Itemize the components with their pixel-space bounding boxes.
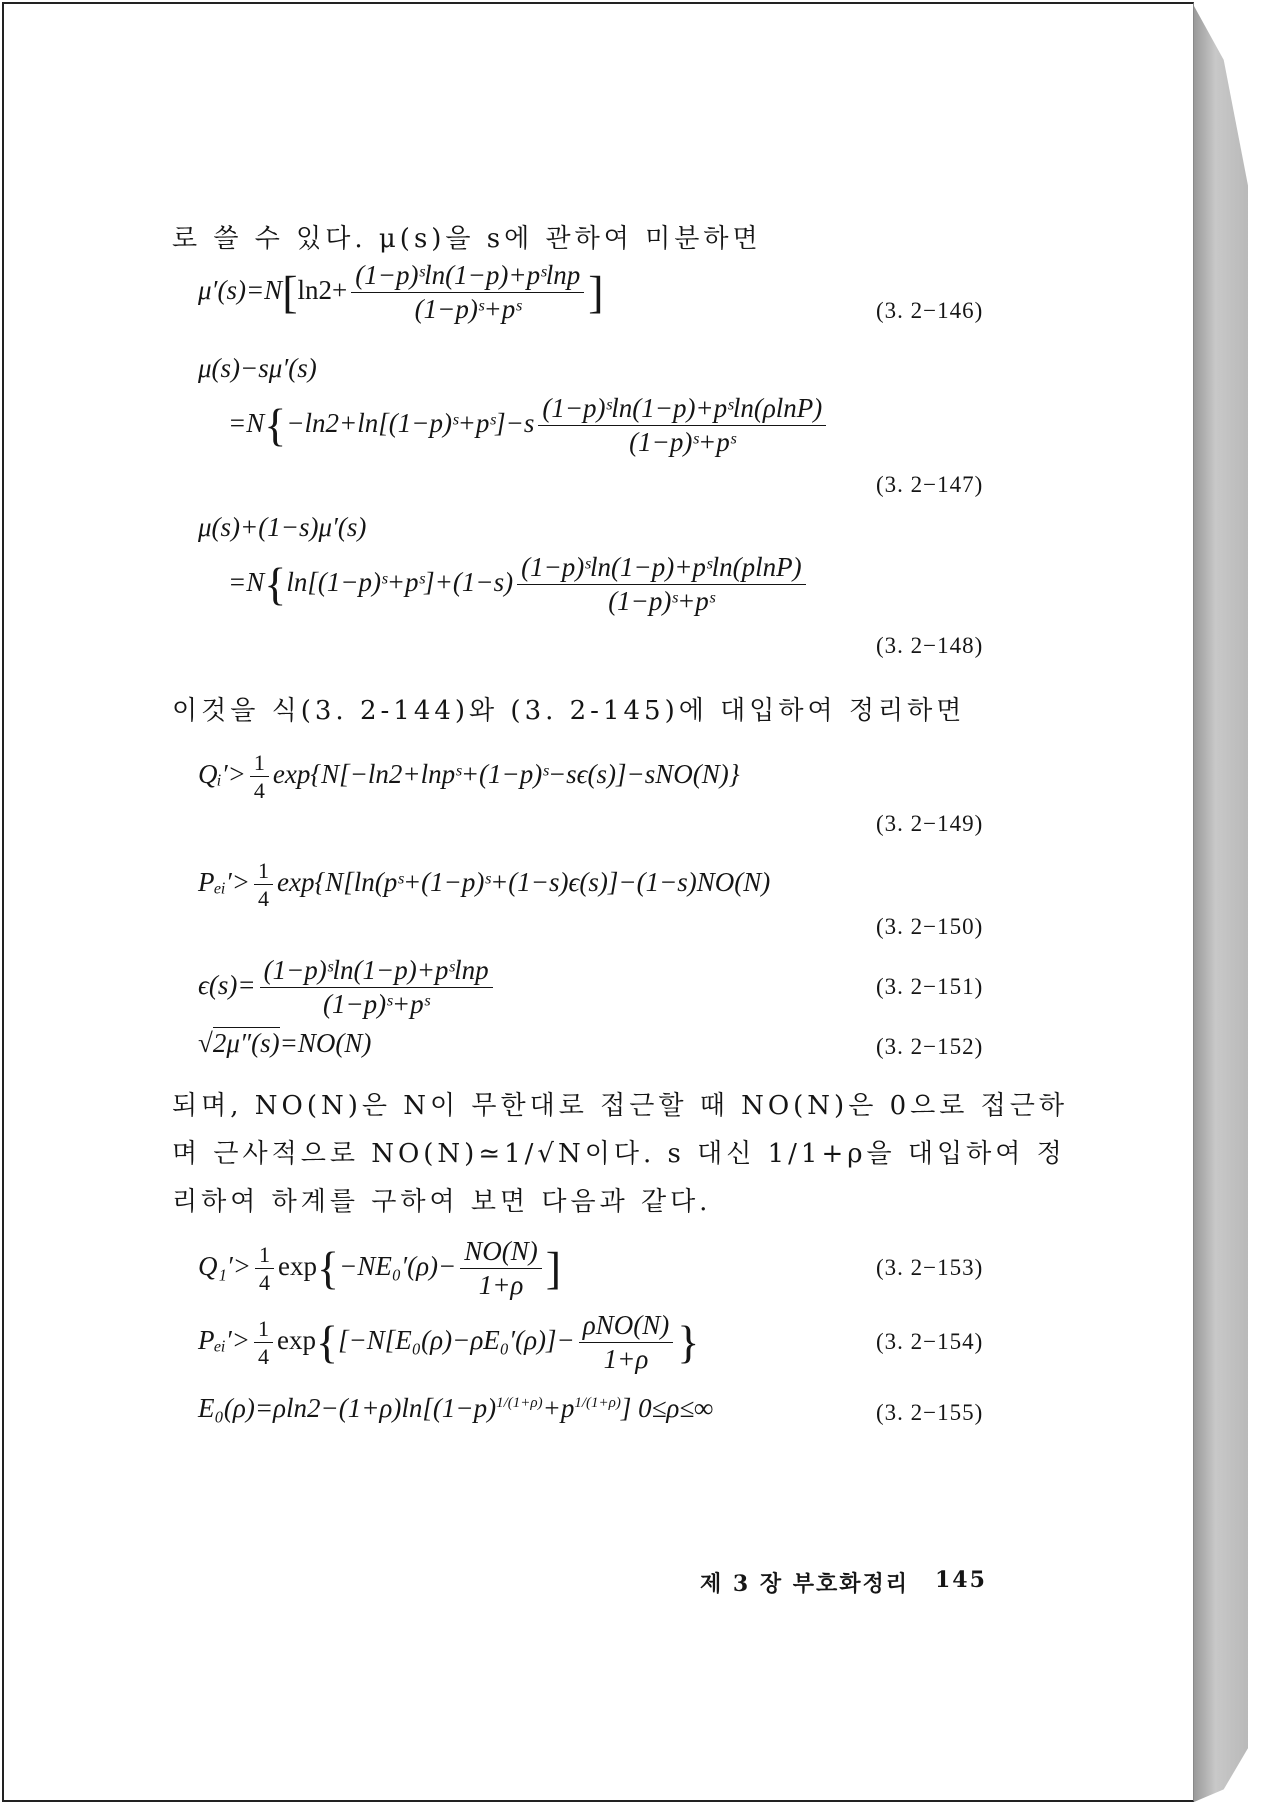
eq149-one: 1 — [250, 750, 269, 777]
eq146-denominator: (1−p)ˢ+pˢ — [414, 294, 521, 325]
eq146-a: ln2+ — [297, 274, 348, 305]
eq153-four: 4 — [259, 1270, 271, 1296]
eq146-numerator: (1−p)ˢln(1−p)+pˢlnp — [351, 260, 584, 293]
eq150-four: 4 — [257, 886, 269, 912]
eq148-pre: =N — [228, 566, 265, 597]
bracket-open: [ — [282, 266, 298, 318]
eq153-numerator: NO(N) — [460, 1236, 542, 1269]
eq151-denominator: (1−p)ˢ+pˢ — [322, 989, 430, 1020]
eq149-lhs: Qᵢ′> — [198, 759, 246, 789]
eq155-a: E₀(ρ)=ρln2−(1+ρ)ln[(1−p) — [198, 1393, 497, 1423]
equation-152 — [198, 1028, 371, 1059]
bracket-close: ] — [588, 266, 604, 318]
page-edge-shadow — [1194, 6, 1248, 1802]
eq147-a: −ln2+ln[(1−p)ˢ+pˢ]−s — [286, 407, 535, 438]
eq155-exponent-2: 1/(1+ρ) — [574, 1395, 621, 1411]
brace-open: { — [315, 1316, 339, 1368]
eq149-rhs: exp{N[−ln2+lnpˢ+(1−p)ˢ−sϵ(s)]−sNO(N)} — [272, 759, 740, 789]
brace-close: } — [677, 1316, 700, 1368]
eq146-lhs: μ′(s)=N — [198, 274, 283, 305]
equation-147 — [228, 393, 830, 458]
eq148-numerator: (1−p)ˢln(1−p)+pˢln(plnP) — [517, 552, 806, 585]
eq155-b: +p — [542, 1393, 575, 1423]
equation-149 — [198, 750, 740, 804]
eq149-four: 4 — [253, 778, 265, 804]
eq155-exponent-1: 1/(1+ρ) — [496, 1395, 543, 1411]
bracket-close: ] — [545, 1242, 562, 1294]
eq149-quarter — [250, 750, 269, 804]
sqrt-symbol: √ — [198, 1028, 213, 1058]
eq152-rhs: =NO(N) — [279, 1028, 372, 1058]
brace-open: { — [317, 1242, 340, 1294]
chapter-title: 제 3 장 부호화정리 — [700, 1571, 910, 1597]
eq147-pre: =N — [228, 407, 265, 438]
eq151-fraction — [260, 955, 493, 1020]
eq154-lhs: Pₑᵢ′> — [198, 1324, 250, 1355]
page-number: 145 — [935, 1567, 987, 1593]
substitution-text: 이것을 식(3. 2-144)와 (3. 2-145)에 대입하여 정리하면 — [172, 696, 966, 726]
eq149-number: (3. 2−149) — [876, 811, 984, 836]
eq154-number: (3. 2−154) — [876, 1329, 984, 1354]
intro-text: 로 쓸 수 있다. μ(s)을 s에 관하여 미분하면 — [172, 224, 762, 254]
eq148-denominator: (1−p)ˢ+pˢ — [608, 586, 715, 617]
eq153-exp: exp — [278, 1250, 317, 1281]
eq147-line1: μ(s)−sμ′(s) — [198, 353, 317, 383]
eq153-b: −NE₀′(ρ)− — [339, 1250, 457, 1281]
eq154-one: 1 — [254, 1316, 273, 1343]
eq155-c: ] 0≤ρ≤∞ — [620, 1393, 714, 1423]
eq150-rhs: exp{N[ln(pˢ+(1−p)ˢ+(1−s)ϵ(s)]−(1−s)NO(N) — [276, 867, 771, 897]
eq153-fraction — [460, 1236, 542, 1301]
eq154-fraction — [579, 1310, 673, 1375]
eq147-fraction — [538, 393, 826, 458]
paragraph-line-2: 며 근사적으로 NO(N)≃1/√N이다. s 대신 1/1+ρ을 대입하여 정 — [172, 1139, 1066, 1169]
eq153-quarter — [255, 1242, 274, 1296]
eq153-lhs: Q₁′> — [198, 1250, 252, 1281]
eq147-denominator: (1−p)ˢ+pˢ — [629, 427, 736, 458]
eq148-a: ln[(1−p)ˢ+pˢ]+(1−s) — [286, 566, 514, 597]
eq146-fraction — [351, 260, 584, 325]
eq151-lhs: ϵ(s)= — [198, 969, 256, 1000]
eq154-quarter — [254, 1316, 273, 1370]
eq152-number: (3. 2−152) — [876, 1034, 984, 1059]
brace-open: { — [264, 558, 287, 610]
eq154-exp: exp — [276, 1324, 316, 1355]
eq151-numerator: (1−p)ˢln(1−p)+pˢlnp — [260, 955, 493, 988]
paragraph-line-3: 리하여 하계를 구하여 보면 다음과 같다. — [172, 1187, 712, 1217]
eq146-number: (3. 2−146) — [876, 298, 984, 323]
equation-146 — [198, 260, 604, 325]
paragraph-line-1: 되며, NO(N)은 N이 무한대로 접근할 때 NO(N)은 0으로 접근하 — [172, 1091, 1068, 1121]
eq154-denominator: 1+ρ — [603, 1344, 649, 1375]
equation-155 — [198, 1393, 713, 1424]
eq154-numerator: ρNO(N) — [579, 1310, 673, 1343]
eq147-number: (3. 2−147) — [876, 472, 984, 497]
eq147-numerator: (1−p)ˢln(1−p)+pˢln(ρlnP) — [538, 393, 826, 426]
eq148-number: (3. 2−148) — [876, 633, 984, 658]
equation-153 — [198, 1236, 561, 1301]
equation-148 — [228, 552, 810, 617]
eq153-number: (3. 2−153) — [876, 1255, 984, 1280]
eq150-quarter — [254, 858, 273, 912]
eq150-one: 1 — [254, 858, 273, 885]
eq154-four: 4 — [257, 1344, 269, 1370]
eq150-lhs: Pₑᵢ′> — [198, 867, 250, 897]
eq151-number: (3. 2−151) — [876, 974, 984, 999]
eq150-number: (3. 2−150) — [876, 914, 984, 939]
eq153-denominator: 1+ρ — [478, 1270, 524, 1301]
eq148-fraction — [517, 552, 806, 617]
equation-150 — [198, 858, 770, 912]
equation-151 — [198, 955, 497, 1020]
eq148-line1: μ(s)+(1−s)μ′(s) — [198, 512, 367, 542]
sqrt-radicand: 2μ″(s) — [212, 1028, 280, 1058]
eq155-number: (3. 2−155) — [876, 1400, 984, 1425]
equation-154 — [198, 1310, 699, 1375]
eq154-b: [−N[E₀(ρ)−ρE₀′(ρ)]− — [338, 1324, 575, 1355]
brace-open: { — [264, 399, 287, 451]
eq153-one: 1 — [255, 1242, 274, 1269]
